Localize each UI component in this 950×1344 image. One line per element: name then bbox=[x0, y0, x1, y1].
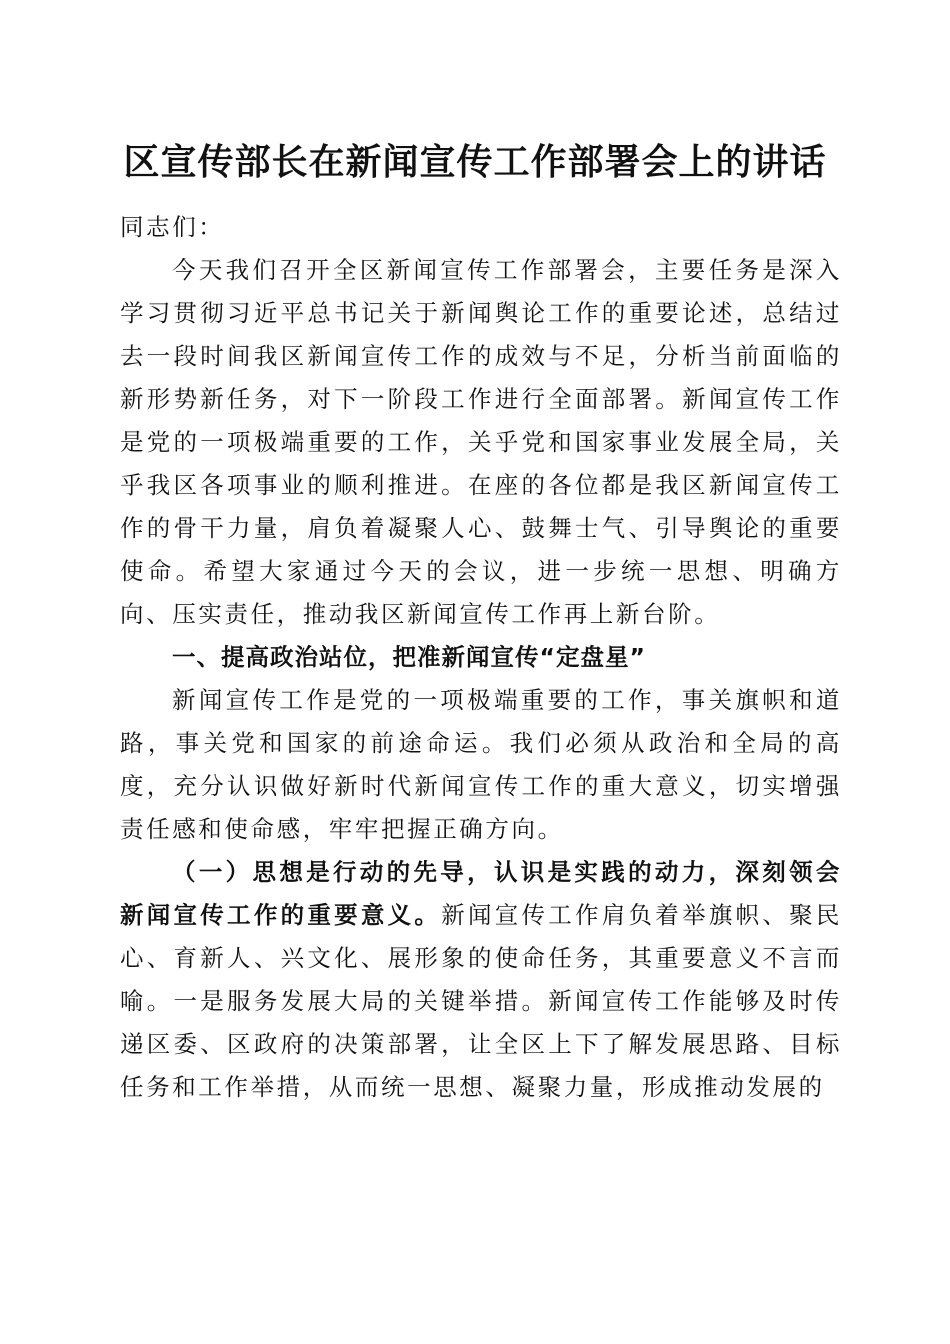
intro-paragraph: 今天我们召开全区新闻宣传工作部署会，主要任务是深入学习贯彻习近平总书记关于新闻舆论工作的重要论述，总结过去一段时间我区新闻宣传工作的成效与不足，分析当前面临的新形势新任务，对下一阶段工作进行全面部署。新闻宣传工作是党的一项极端重要的工作，关乎党和国家事业发展全局，关乎我区各项事业的顺利推进。在座的各位都是我区新闻宣传工作的骨干力量，肩负着凝聚人心、鼓舞士气、引导舆论的重要使命。希望大家通过今天的会议，进一步统一思想、明确方向、压实责任，推动我区新闻宣传工作再上新台阶。 bbox=[120, 256, 842, 628]
section-1-paragraph: 新闻宣传工作是党的一项极端重要的工作，事关旗帜和道路，事关党和国家的前途命运。我们必须从政治和全局的高度，充分认识做好新时代新闻宣传工作的重大意义，切实增强责任感和使命感，牢牢把握正确方向。 bbox=[120, 686, 842, 843]
section-1-heading: 一、提高政治站位，把准新闻宣传“定盘星” bbox=[172, 643, 646, 671]
document-title: 区宣传部长在新闻宣传工作部署会上的讲话 bbox=[123, 141, 827, 183]
document-body bbox=[120, 206, 842, 1109]
subsection-1-text: 新闻宣传工作肩负着举旗帜、聚民心、育新人、兴文化、展形象的使命任务，其重要意义不言而喻。一是服务发展大局的关键举措。新闻宣传工作能够及时传递区委、区政府的决策部署，让全区上下了解发展思路、目标任务和工作举措，从而统一思想、凝聚力量，形成推动发展的 bbox=[120, 901, 843, 1101]
subsection-1-paragraph bbox=[120, 851, 842, 1109]
salutation: 同志们： bbox=[120, 213, 225, 241]
subsection-1-heading: （一）思想是行动的先导，认识是实践的动力，深刻领会新闻宣传工作的重要意义。 bbox=[120, 858, 842, 929]
